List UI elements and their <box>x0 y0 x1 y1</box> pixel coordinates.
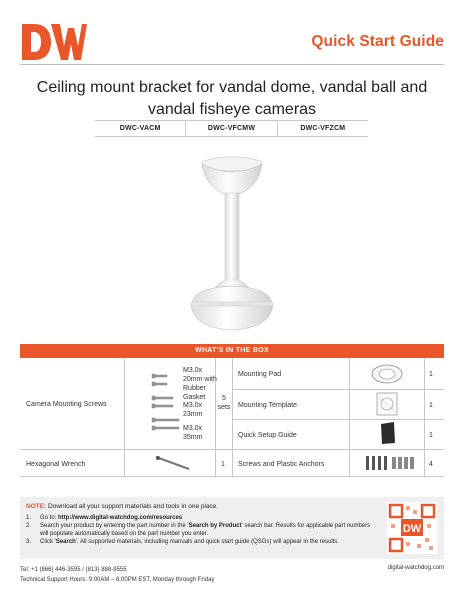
model-list <box>95 120 368 137</box>
qr-code-icon[interactable] <box>387 502 437 554</box>
screw-quantity: 5 sets <box>217 395 231 411</box>
box-table-header: WHAT'S IN THE BOX <box>20 344 444 358</box>
model-number: DWC-VFCMW <box>185 121 276 136</box>
mounting-pad-qty: 1 <box>429 371 433 378</box>
mounting-template-label: Mounting Template <box>238 402 298 409</box>
mounting-pad-icon <box>370 363 404 385</box>
website-link[interactable]: digital-watchdog.com <box>387 565 444 571</box>
ceiling-mount-bracket-image <box>175 150 290 335</box>
resources-link[interactable]: http://www.digital-watchdog.com/resources <box>58 515 183 521</box>
screws-anchors-icon <box>364 454 416 472</box>
screw-size-23mm: M3.0x 23mm <box>183 402 203 418</box>
note-intro: Download all your support materials and tools in one place. <box>48 503 219 510</box>
guide-title: Quick Start Guide <box>311 33 444 50</box>
header-divider <box>20 64 444 65</box>
setup-guide-label: Quick Setup Guide <box>238 432 297 439</box>
mounting-template-icon <box>376 392 398 416</box>
product-title: Ceiling mount bracket for vandal dome, vandal ball and vandal fisheye cameras <box>36 79 428 118</box>
footer <box>20 565 444 585</box>
setup-guide-icon <box>379 421 397 445</box>
hex-wrench-icon <box>153 453 193 473</box>
note-step: 3. Click 'Search'. All supported materials, including manuals and quick start guide (QSGs) will appear in the results. <box>26 538 340 545</box>
note-steps <box>26 515 376 547</box>
anchors-label: Screws and Plastic Anchors <box>238 461 325 468</box>
wrench-label: Hexagonal Wrench <box>26 461 86 468</box>
mounting-template-qty: 1 <box>429 402 433 409</box>
note-label: NOTE: <box>26 503 47 510</box>
note-step: 1. Go to: http://www.digital-watchdog.com/resources <box>26 515 183 521</box>
wrench-qty: 1 <box>221 461 225 468</box>
box-table-body <box>20 358 444 477</box>
model-number: DWC-VFZCM <box>277 121 368 136</box>
support-hours: Technical Support Hours: 9:00AM – 8:00PM EST, Monday through Friday <box>20 577 215 583</box>
support-phone: Tel: +1 (866) 446-3595 / (813) 888-9555 <box>20 567 127 573</box>
model-number: DWC-VACM <box>119 125 161 132</box>
screw-size-20mm: M3.0x 20mm with Rubber Gasket <box>183 367 217 401</box>
note-step: 2. Search your product by entering the part number in the 'Search by Product' search bar. Results for applicable part numbers will populate automatically based on the part number you enter. <box>26 523 371 537</box>
dw-logo <box>20 22 88 62</box>
camera-screws-label: Camera Mounting Screws <box>26 401 107 408</box>
svg-text:DW: DW <box>402 523 422 535</box>
header <box>0 0 464 64</box>
mounting-pad-label: Mounting Pad <box>238 371 282 378</box>
anchors-qty: 4 <box>429 461 433 468</box>
whats-in-the-box-table <box>20 344 444 477</box>
screw-icons <box>150 370 180 440</box>
setup-guide-qty: 1 <box>429 432 433 439</box>
screw-size-35mm: M3.0x 35mm <box>183 425 203 441</box>
support-note <box>20 497 444 559</box>
